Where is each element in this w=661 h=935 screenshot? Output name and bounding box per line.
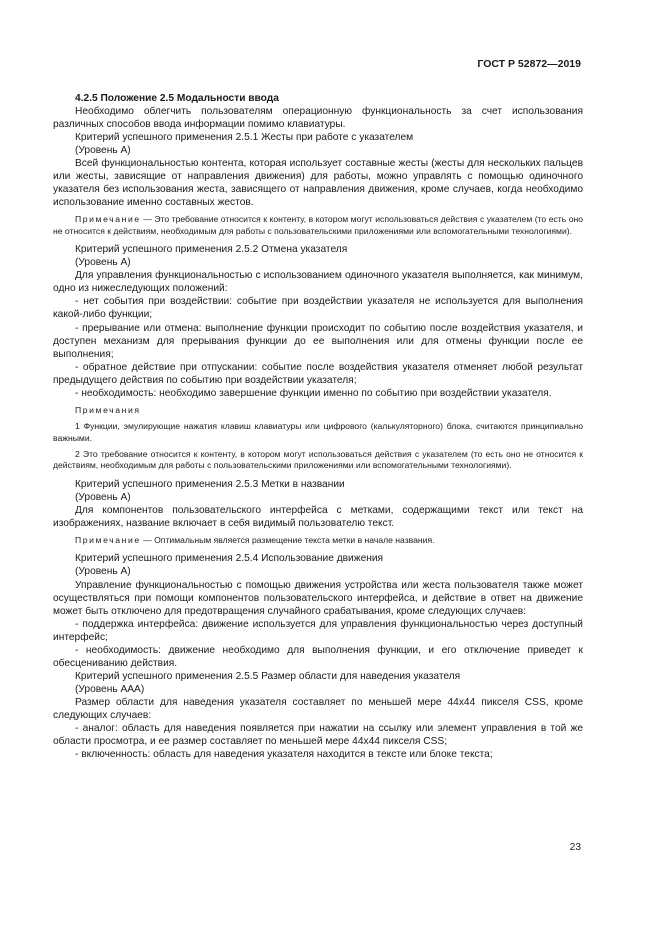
criterion-2-5-2-title: Критерий успешного применения 2.5.2 Отмена указателя bbox=[75, 244, 348, 256]
criterion-2-5-3-note bbox=[53, 535, 583, 546]
list-item: - аналог: область для наведения появляется при нажатии на ссылку или элемент управления в той же области просмотра, и ее размер составляет по меньшей мере 44х44 пикселя CSS; bbox=[53, 723, 583, 748]
notes-label: Примечания bbox=[75, 404, 141, 415]
criterion-2-5-5-text: Размер области для наведения указателя составляет по меньшей мере 44х44 пикселя CSS, кроме следующих случаев: bbox=[53, 696, 583, 721]
criterion-2-5-4-title: Критерий успешного применения 2.5.4 Использование движения bbox=[75, 553, 384, 565]
criterion-2-5-3-text: Для компонентов пользовательского интерфейса с метками, содержащими текст или текст на изображениях, название включает в себя видимый пользователю текст. bbox=[53, 504, 583, 529]
list-item: - поддержка интерфейса: движение используется для управления функциональностью через доступный интерфейс; bbox=[53, 618, 583, 643]
list-item: - необходимость: необходимо завершение функции именно по событию при воздействии указателя. bbox=[75, 387, 552, 399]
criterion-2-5-4-level: (Уровень А) bbox=[75, 566, 131, 578]
criterion-2-5-1-note bbox=[53, 214, 583, 237]
criterion-2-5-3-level: (Уровень А) bbox=[75, 491, 131, 503]
criterion-2-5-1-title: Критерий успешного применения 2.5.1 Жесты при работе с указателем bbox=[75, 132, 414, 144]
list-item: - обратное действие при отпускании: событие после воздействия указателя отменяет любой результат предыдущего действия по событию при воздействии указателя; bbox=[53, 361, 583, 386]
section-heading: 4.2.5 Положение 2.5 Модальности ввода bbox=[75, 93, 279, 104]
page-number: 23 bbox=[569, 842, 581, 853]
criterion-2-5-5-title: Критерий успешного применения 2.5.5 Размер области для наведения указателя bbox=[75, 670, 461, 682]
list-item: - нет события при воздействии: событие при воздействии указателя не используется для выполнения какой-либо функции; bbox=[53, 296, 583, 321]
criterion-2-5-4-text: Управление функциональностью с помощью движения устройства или жеста пользователя также может осуществляться при помощи компонентов пользовательского интерфейса, и действие в ответ на движение может быть отключено для предотвращения случайного срабатывания, кроме следующих случаев: bbox=[53, 579, 583, 617]
document-standard-number: ГОСТ Р 52872—2019 bbox=[477, 58, 581, 70]
criterion-2-5-2-notes-label bbox=[53, 405, 583, 416]
note-label: Примечание bbox=[75, 214, 141, 225]
criterion-2-5-3-title: Критерий успешного применения 2.5.3 Метки в названии bbox=[75, 478, 345, 490]
list-item: - включенность: область для наведения указателя находится в тексте или блоке текста; bbox=[75, 749, 493, 761]
criterion-2-5-2-note-1: 1 Функции, эмулирующие нажатия клавиш клавиатуры или цифрового (калькуляторного) блока, считаются принципиально важными. bbox=[53, 421, 583, 443]
criterion-2-5-1-level: (Уровень А) bbox=[75, 145, 131, 157]
note-label: Примечание bbox=[75, 535, 141, 546]
page-content bbox=[53, 92, 583, 761]
list-item: - необходимость: движение необходимо для выполнения функции, и его отключение приведет к обесцениванию действия. bbox=[53, 644, 583, 669]
criterion-2-5-2-level: (Уровень А) bbox=[75, 257, 131, 269]
note-text: — Оптимальным является размещение текста метки в начале названия. bbox=[140, 535, 435, 546]
list-item: - прерывание или отмена: выполнение функции происходит по событию после воздействия указателя, и доступен механизм для прерывания функции до ее выполнения или для отмены функции после ее выполнения; bbox=[53, 322, 583, 360]
criterion-2-5-1-text: Всей функциональностью контента, которая использует составные жесты (жесты для нескольких пальцев или жесты, зависящие от направления движения) для работы, можно управлять с помощью одиночного указателя без использования жеста, зависящего от направления движения, кроме случаев, когда необходимо использование именно составных жестов. bbox=[53, 158, 583, 209]
note-text: — Это требование относится к контенту, в котором могут использоваться действия с указателем (то есть оно не относится к действиям, необходимым для работы с пользовательскими приложениями или вспомогательными технологиями). bbox=[53, 214, 583, 236]
section-intro: Необходимо облегчить пользователям операционную функциональность за счет использования различных способов ввода информации помимо клавиатуры. bbox=[53, 106, 583, 131]
criterion-2-5-2-text: Для управления функциональностью с использованием одиночного указателя выполняется, как минимум, одно из нижеследующих положений: bbox=[53, 270, 583, 295]
criterion-2-5-5-level: (Уровень ААА) bbox=[75, 683, 145, 695]
criterion-2-5-2-note-2: 2 Это требование относится к контенту, в котором могут использоваться действия с указателем (то есть оно не относится к действиям, необходимым для работы с пользовательскими приложениями или вспомогательными технологиями). bbox=[53, 449, 583, 471]
